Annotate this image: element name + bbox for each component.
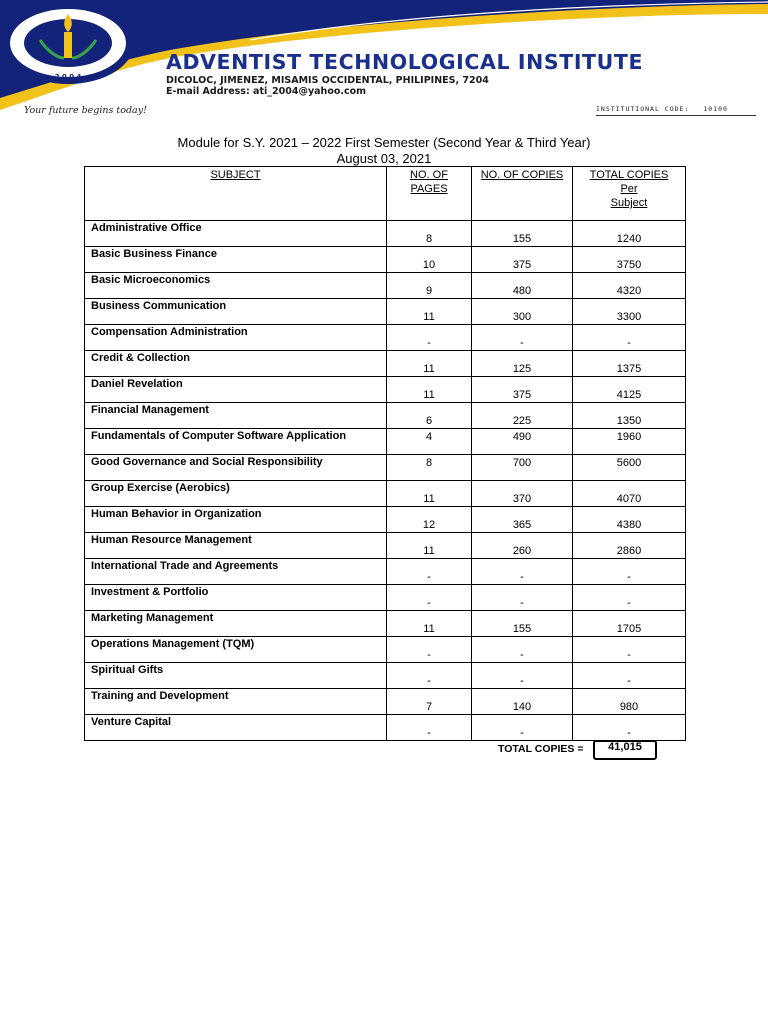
pages-cell: 7 [387, 689, 472, 715]
total-cell: 980 [573, 689, 686, 715]
header-total: TOTAL COPIES Per Subject [573, 167, 686, 221]
copies-cell: 700 [472, 455, 573, 481]
subject-cell: Spiritual Gifts [85, 663, 387, 689]
modules-table [84, 166, 686, 741]
copies-cell: 370 [472, 481, 573, 507]
total-copies-label: TOTAL COPIES = [498, 743, 584, 755]
document-title: Module for S.Y. 2021 – 2022 First Semester (Second Year & Third Year) [177, 135, 591, 150]
total-cell: 5600 [573, 455, 686, 481]
pages-cell: 11 [387, 481, 472, 507]
total-cell: 4070 [573, 481, 686, 507]
table-row [85, 377, 686, 403]
subject-cell: Compensation Administration [85, 325, 387, 351]
subject-cell: Good Governance and Social Responsibility [85, 455, 387, 481]
total-cell: 4125 [573, 377, 686, 403]
copies-cell: 300 [472, 299, 573, 325]
institutional-code-label: INSTITUTIONAL CODE: [596, 105, 690, 113]
table-row [85, 221, 686, 247]
total-cell: - [573, 325, 686, 351]
institutional-code [596, 105, 728, 113]
pages-cell: 11 [387, 533, 472, 559]
subject-cell: Basic Microeconomics [85, 273, 387, 299]
copies-cell: 155 [472, 221, 573, 247]
subject-cell: Human Behavior in Organization [85, 507, 387, 533]
total-cell: - [573, 663, 686, 689]
pages-cell: 9 [387, 273, 472, 299]
subject-cell: Business Communication [85, 299, 387, 325]
table-row [85, 507, 686, 533]
total-copies-value: 41,015 [593, 740, 657, 760]
torch-emblem-icon [0, 0, 136, 86]
table-row [85, 429, 686, 455]
institution-address: DICOLOC, JIMENEZ, MISAMIS OCCIDENTAL, PHILIPINES, 7204 [166, 75, 489, 86]
table-row [85, 585, 686, 611]
subject-cell: International Trade and Agreements [85, 559, 387, 585]
copies-cell: 375 [472, 377, 573, 403]
pages-cell: 12 [387, 507, 472, 533]
pages-cell: 11 [387, 611, 472, 637]
table-row [85, 689, 686, 715]
total-cell: 1350 [573, 403, 686, 429]
total-cell: 3750 [573, 247, 686, 273]
header-subject: SUBJECT [85, 167, 387, 221]
institution-name: ADVENTIST TECHNOLOGICAL INSTITUTE [166, 50, 644, 74]
table-row [85, 273, 686, 299]
total-cell: 1375 [573, 351, 686, 377]
table-row [85, 559, 686, 585]
pages-cell: - [387, 663, 472, 689]
institution-email: E-mail Address: ati_2004@yahoo.com [166, 86, 367, 97]
subject-cell: Human Resource Management [85, 533, 387, 559]
total-cell: - [573, 637, 686, 663]
table-row [85, 325, 686, 351]
pages-cell: 8 [387, 455, 472, 481]
subject-cell: Group Exercise (Aerobics) [85, 481, 387, 507]
pages-cell: 8 [387, 221, 472, 247]
header-pages: NO. OF PAGES [387, 167, 472, 221]
table-row [85, 533, 686, 559]
pages-cell: - [387, 559, 472, 585]
code-rule [596, 115, 756, 116]
table-row [85, 247, 686, 273]
subject-cell: Daniel Revelation [85, 377, 387, 403]
subject-cell: Administrative Office [85, 221, 387, 247]
table-row [85, 351, 686, 377]
institutional-code-value: 10100 [703, 105, 728, 113]
copies-cell: 375 [472, 247, 573, 273]
copies-cell: - [472, 637, 573, 663]
subject-cell: Basic Business Finance [85, 247, 387, 273]
copies-cell: 125 [472, 351, 573, 377]
pages-cell: - [387, 585, 472, 611]
subject-cell: Financial Management [85, 403, 387, 429]
subject-cell: Credit & Collection [85, 351, 387, 377]
table-row [85, 455, 686, 481]
pages-cell: 4 [387, 429, 472, 455]
svg-text:2 0 0 4: 2 0 0 4 [54, 73, 82, 81]
subject-cell: Operations Management (TQM) [85, 637, 387, 663]
table-body [85, 221, 686, 741]
copies-cell: 225 [472, 403, 573, 429]
copies-cell: 140 [472, 689, 573, 715]
pages-cell: - [387, 715, 472, 741]
total-cell: 1240 [573, 221, 686, 247]
pages-cell: - [387, 325, 472, 351]
copies-cell: 260 [472, 533, 573, 559]
total-cell: 3300 [573, 299, 686, 325]
table-row [85, 663, 686, 689]
total-cell: 1705 [573, 611, 686, 637]
subject-cell: Fundamentals of Computer Software Application [85, 429, 387, 455]
document-date: August 03, 2021 [336, 151, 432, 166]
total-cell: 1960 [573, 429, 686, 455]
table-row [85, 715, 686, 741]
total-cell: - [573, 559, 686, 585]
copies-cell: 490 [472, 429, 573, 455]
subject-cell: Training and Development [85, 689, 387, 715]
copies-cell: 480 [472, 273, 573, 299]
copies-cell: - [472, 559, 573, 585]
total-cell: 2860 [573, 533, 686, 559]
copies-cell: 365 [472, 507, 573, 533]
table-row [85, 611, 686, 637]
total-cell: - [573, 585, 686, 611]
copies-cell: - [472, 585, 573, 611]
letterhead-banner [0, 0, 768, 140]
header-copies: NO. OF COPIES [472, 167, 573, 221]
copies-cell: - [472, 715, 573, 741]
subject-cell: Marketing Management [85, 611, 387, 637]
copies-cell: - [472, 325, 573, 351]
pages-cell: 11 [387, 377, 472, 403]
subject-cell: Venture Capital [85, 715, 387, 741]
copies-cell: - [472, 663, 573, 689]
table-row [85, 403, 686, 429]
pages-cell: 11 [387, 351, 472, 377]
tagline: Your future begins today! [24, 105, 147, 116]
total-cell: - [573, 715, 686, 741]
table-row [85, 637, 686, 663]
copies-cell: 155 [472, 611, 573, 637]
table-row [85, 481, 686, 507]
pages-cell: 10 [387, 247, 472, 273]
table-row [85, 299, 686, 325]
total-cell: 4380 [573, 507, 686, 533]
pages-cell: - [387, 637, 472, 663]
pages-cell: 6 [387, 403, 472, 429]
table-header-row [85, 167, 686, 221]
total-cell: 4320 [573, 273, 686, 299]
pages-cell: 11 [387, 299, 472, 325]
subject-cell: Investment & Portfolio [85, 585, 387, 611]
